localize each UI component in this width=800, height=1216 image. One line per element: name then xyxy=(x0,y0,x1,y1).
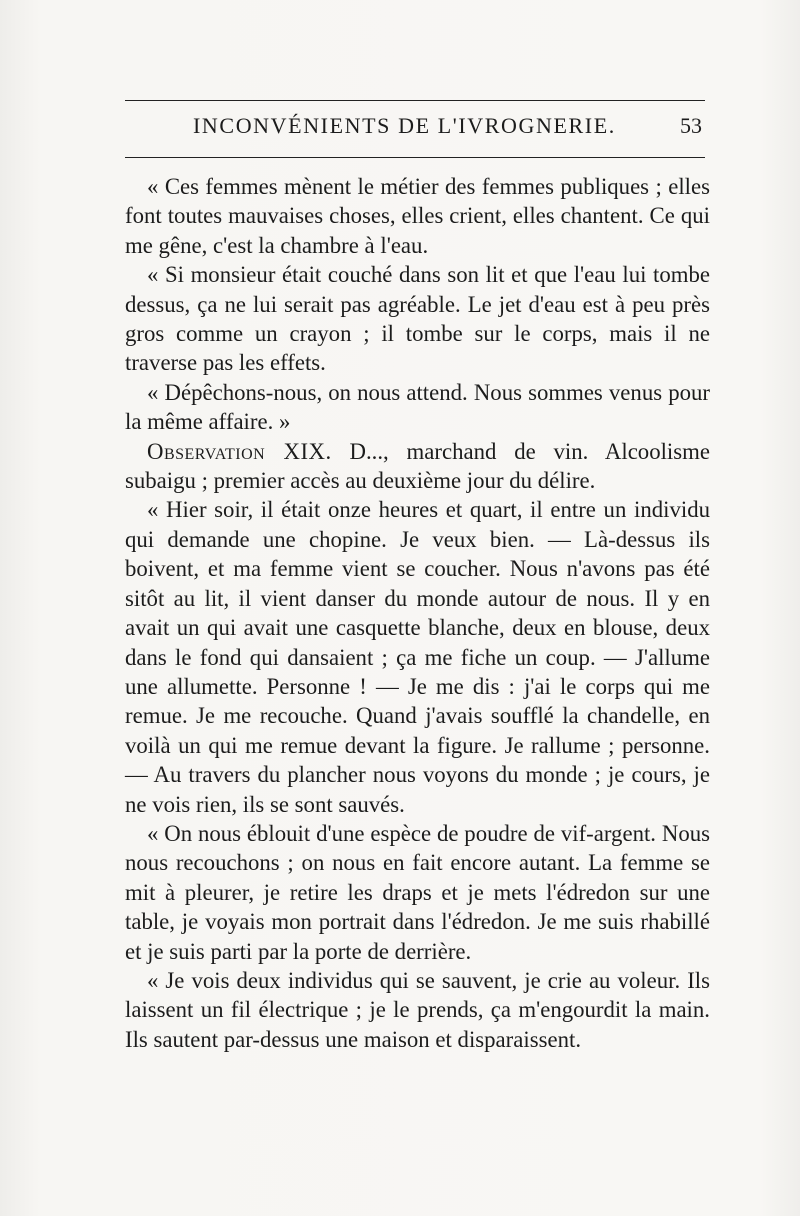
header-rule-bottom xyxy=(125,157,705,158)
paragraph: « Dépêchons-nous, on nous attend. Nous sommes venus pour la même affaire. » xyxy=(125,379,710,435)
paragraph: « Je vois deux individus qui se sauvent, je crie au voleur. Ils laissent un fil électrique ; je le prends, ça m'engourdit la main. Ils sautent par-dessus une maison et disparaissent. xyxy=(125,967,710,1052)
running-title: INCONVÉNIENTS DE L'IVROGNERIE. xyxy=(193,113,616,138)
running-head xyxy=(125,113,735,145)
paragraph: « Hier soir, il était onze heures et quart, il entre un individu qui demande une chopine. Je veux bien. — Là-dessus ils boivent, et ma femme vient se coucher. Nous n'avons pas été sitôt au lit, il vient danser du monde autour de nous. Il y en avait un qui avait une casquette blanche, deux en blouse, deux dans le fond qui dansaient ; ça me fiche un coup. — J'allume une allumette. Personne ! — Je me dis : j'ai le corps qui me remue. Je me recouche. Quand j'avais soufflé la chandelle, en voilà un qui me remue devant la figure. Je rallume ; personne. — Au travers du plancher nous voyons du monde ; je cours, je ne vois rien, ils se sont sauvés. xyxy=(125,497,710,817)
observation-paragraph xyxy=(125,437,710,496)
observation-text: D..., marchand de vin. Alcoolisme subaigu ; premier accès au deuxième jour du délire. xyxy=(125,438,710,494)
paragraph: « On nous éblouit d'une espèce de poudre de vif-argent. Nous nous recouchons ; on nous en fait encore autant. La femme se mit à pleurer, je retire les draps et je mets l'édredon sur une table, je voyais mon portrait dans l'édredon. Je me suis rhabillé et je suis parti par la porte de derrière. xyxy=(125,820,710,964)
body-text xyxy=(125,172,710,1054)
page-number: 53 xyxy=(680,113,702,138)
paragraph: « Si monsieur était couché dans son lit et que l'eau lui tombe dessus, ça ne lui serait pas agréable. Le jet d'eau est à peu près gros comme un crayon ; il tombe sur le corps, mais il ne traverse pas les effets. xyxy=(125,262,710,376)
observation-label: Observation XIX. xyxy=(147,438,332,464)
paragraph: « Ces femmes mènent le métier des femmes publiques ; elles font toutes mauvaises choses, elles crient, elles chantent. Ce qui me gêne, c'est la chambre à l'eau. xyxy=(125,174,710,258)
header-rule-top xyxy=(125,100,705,101)
